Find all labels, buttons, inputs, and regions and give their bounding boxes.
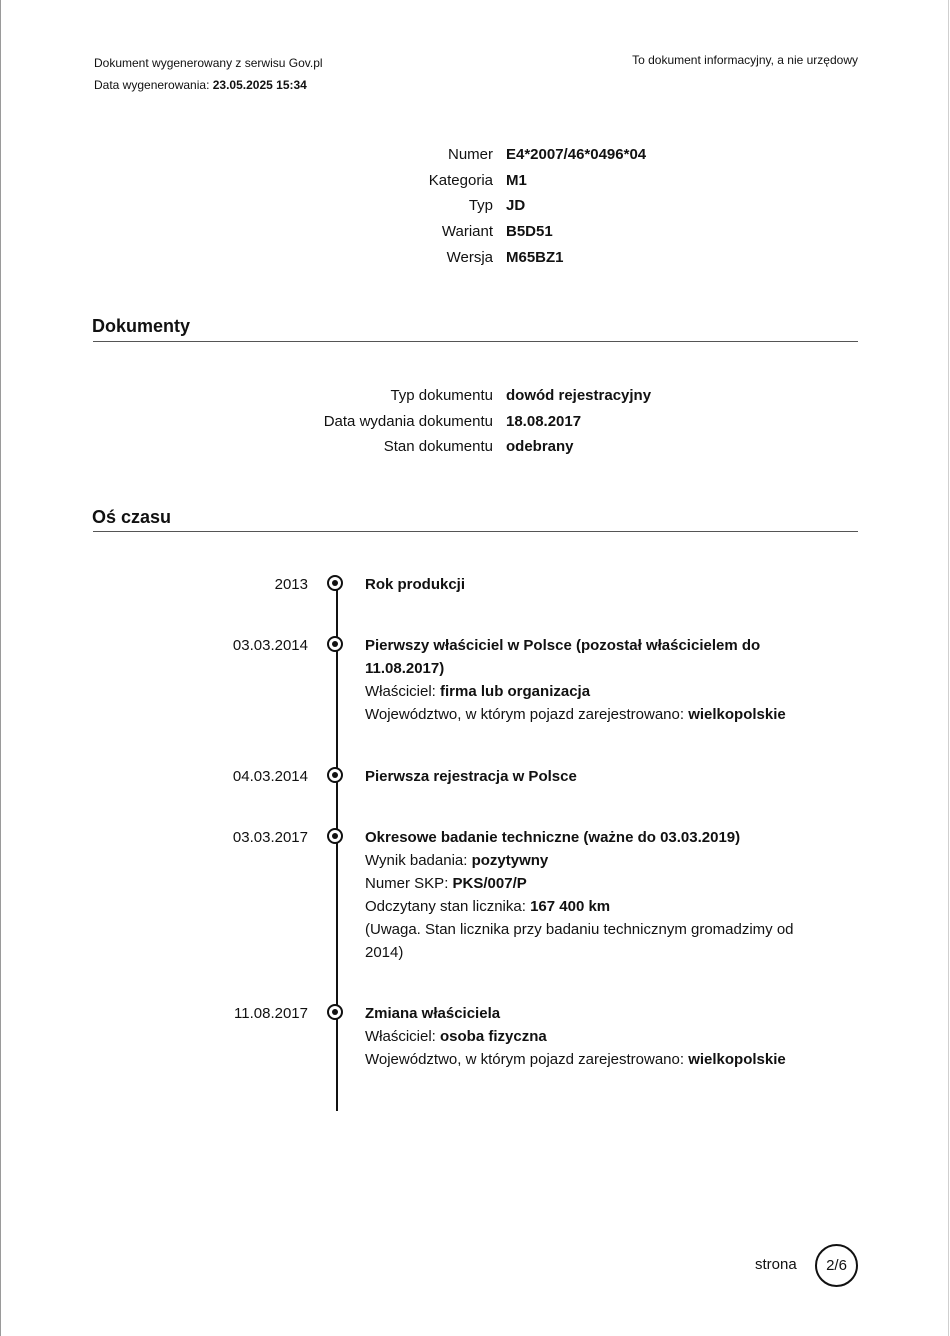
- timeline-axis: [336, 583, 338, 1111]
- vehicle-row: [300, 142, 646, 168]
- document-label: Typ dokumentu: [390, 387, 493, 405]
- event-date: 04.03.2014: [232, 768, 308, 785]
- vehicle-label: Wariant: [441, 223, 493, 241]
- vehicle-info: [300, 142, 646, 270]
- header-left: [94, 52, 323, 96]
- header-notice: To dokument informacyjny, a nie urzędowy: [632, 53, 858, 67]
- documents-section-title: Dokumenty: [92, 316, 191, 336]
- event-title: Rok produkcji: [365, 576, 466, 593]
- event-detail: [365, 1025, 815, 1048]
- vehicle-value: E4*2007/46*0496*04: [506, 146, 647, 164]
- vehicle-value: JD: [506, 197, 526, 215]
- event-body: [365, 1002, 815, 1071]
- event-title: Zmiana właściciela: [365, 1005, 501, 1022]
- generated-date-value: 23.05.2025 15:34: [212, 78, 307, 92]
- page-number: 2/6: [826, 1257, 847, 1274]
- detail-label: Województwo, w którym pojazd zarejestrowano:: [365, 706, 689, 723]
- event-title: Pierwsza rejestracja w Polsce: [365, 768, 577, 785]
- event-detail: [365, 680, 815, 703]
- detail-label: Województwo, w którym pojazd zarejestrowano:: [365, 1051, 689, 1068]
- event-detail: [365, 1048, 815, 1071]
- detail-value: osoba fizyczna: [440, 1028, 547, 1045]
- timeline-dot-icon: [327, 1004, 343, 1020]
- detail-label: Odczytany stan licznika:: [365, 898, 531, 915]
- event-title: Okresowe badanie techniczne (ważne do 03.03.2019): [365, 829, 741, 846]
- page-border-left: [0, 0, 1, 1336]
- detail-value: PKS/007/P: [452, 875, 527, 892]
- timeline-dot-icon: [327, 767, 343, 783]
- vehicle-label: Kategoria: [428, 171, 493, 189]
- vehicle-label: Wersja: [446, 248, 493, 266]
- timeline-section-title: Oś czasu: [92, 507, 172, 527]
- detail-label: Numer SKP:: [365, 875, 453, 892]
- event-date: 03.03.2017: [232, 829, 308, 846]
- page-number-badge: [815, 1244, 858, 1287]
- event-body: [365, 826, 815, 964]
- timeline-dot-icon: [327, 828, 343, 844]
- vehicle-value: M65BZ1: [506, 248, 564, 266]
- event-date: 03.03.2014: [232, 637, 308, 654]
- vehicle-row: [300, 244, 646, 270]
- detail-label: Wynik badania:: [365, 852, 472, 869]
- detail-value: firma lub organizacja: [440, 683, 591, 700]
- vehicle-label: Numer: [447, 146, 493, 164]
- event-date: 2013: [274, 576, 308, 593]
- vehicle-value: M1: [506, 171, 527, 189]
- document-row: [300, 409, 651, 435]
- event-detail: [365, 872, 815, 895]
- documents-info: [300, 383, 651, 460]
- detail-label: (Uwaga. Stan licznika przy badaniu technicznym gromadzimy od 2014): [365, 921, 794, 961]
- vehicle-row: [300, 168, 646, 194]
- timeline-dot-icon: [327, 575, 343, 591]
- timeline-dot-icon: [327, 636, 343, 652]
- detail-value: wielkopolskie: [688, 706, 786, 723]
- detail-label: Właściciel:: [365, 1028, 441, 1045]
- event-title: Pierwszy właściciel w Polsce (pozostał właścicielem do 11.08.2017): [365, 637, 761, 677]
- detail-value: wielkopolskie: [688, 1051, 786, 1068]
- vehicle-value: B5D51: [506, 223, 553, 241]
- document-row: [300, 434, 651, 460]
- document-row: [300, 383, 651, 409]
- document-label: Data wydania dokumentu: [323, 412, 493, 430]
- detail-value: pozytywny: [471, 852, 549, 869]
- event-body: [365, 573, 815, 596]
- detail-value: 167 400 km: [530, 898, 611, 915]
- detail-label: Właściciel:: [365, 683, 441, 700]
- event-body: [365, 765, 815, 788]
- page-border-right: [948, 0, 949, 1336]
- page-label: strona: [755, 1256, 797, 1273]
- vehicle-row: [300, 219, 646, 245]
- document-value: odebrany: [506, 438, 574, 456]
- event-body: [365, 634, 815, 726]
- generated-date: [94, 74, 323, 96]
- vehicle-row: [300, 193, 646, 219]
- event-detail: [365, 895, 815, 918]
- generated-date-label: Data wygenerowania:: [94, 78, 210, 92]
- generated-from-text: Dokument wygenerowany z serwisu Gov.pl: [94, 56, 323, 70]
- vehicle-label: Typ: [468, 197, 493, 215]
- event-note: [365, 918, 815, 964]
- event-detail: [365, 849, 815, 872]
- document-label: Stan dokumentu: [383, 438, 493, 456]
- documents-divider: [93, 341, 858, 342]
- document-value: 18.08.2017: [506, 412, 582, 430]
- event-date: 11.08.2017: [234, 1005, 308, 1022]
- timeline-divider: [93, 531, 858, 532]
- document-value: dowód rejestracyjny: [506, 387, 652, 405]
- event-detail: [365, 703, 815, 726]
